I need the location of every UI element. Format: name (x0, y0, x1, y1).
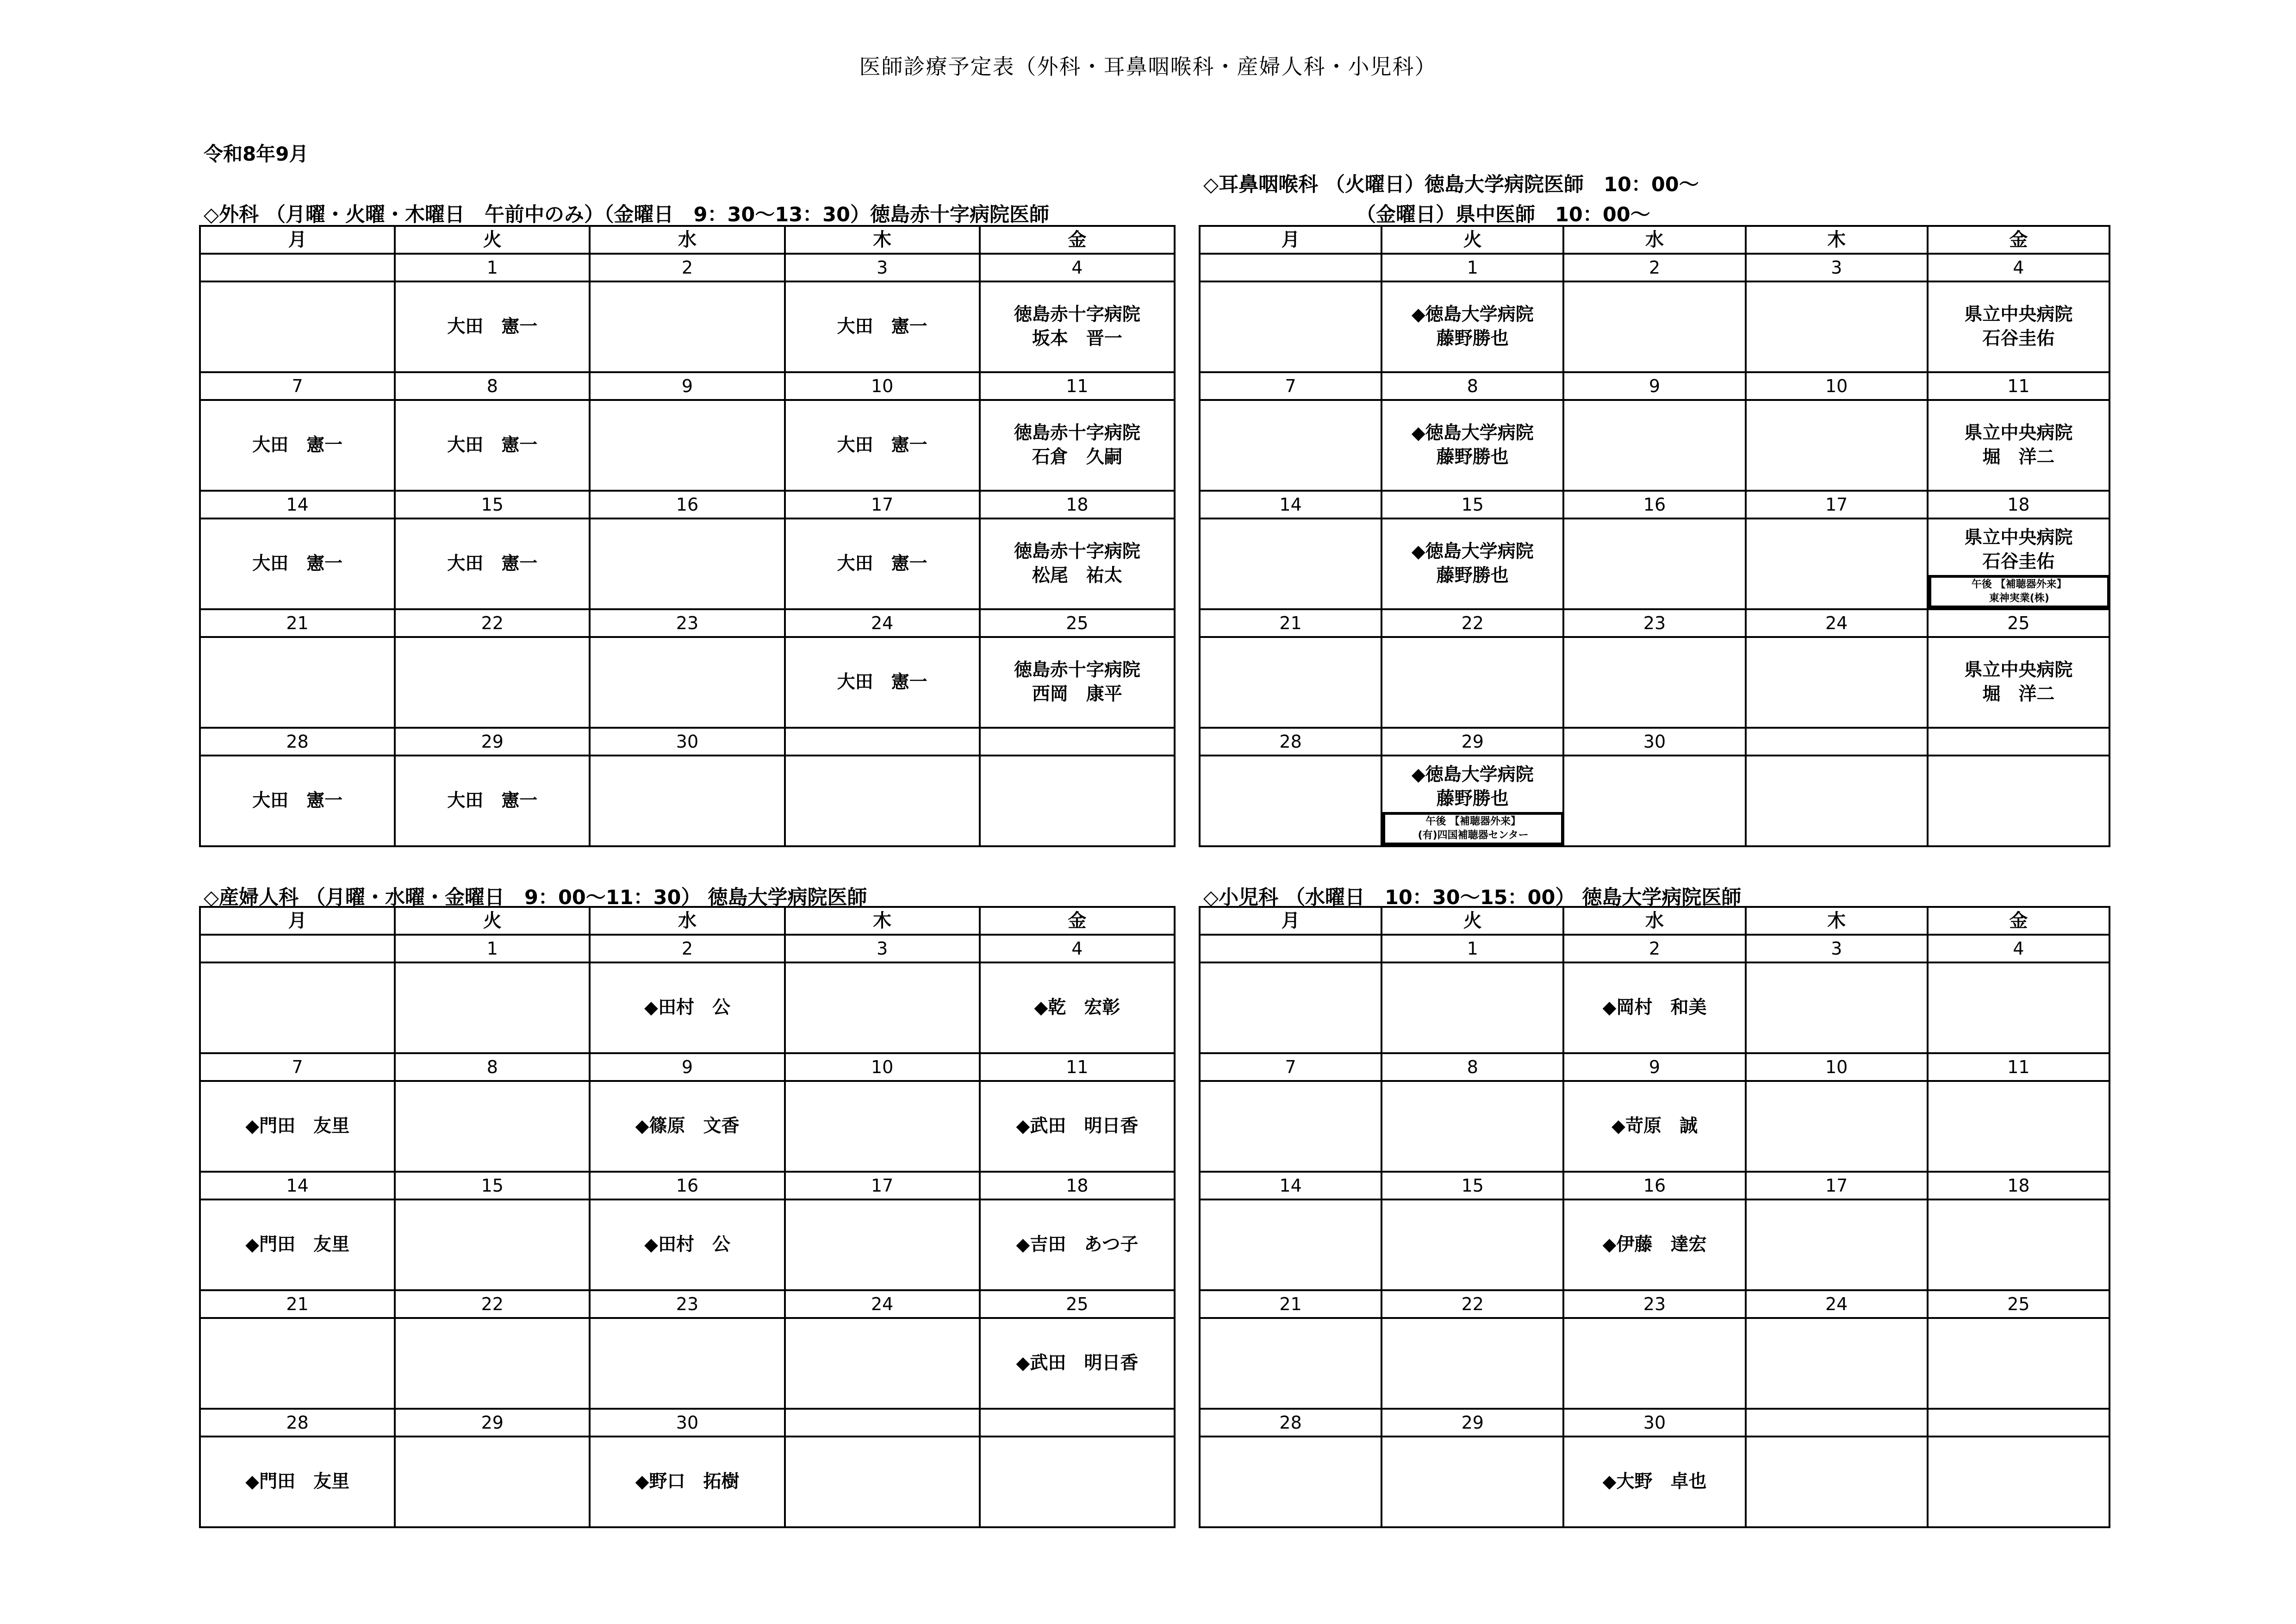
date-cell: 2 (590, 935, 784, 962)
schedule-cell (590, 1081, 784, 1172)
schedule-cell (1746, 637, 1928, 728)
date-cell: 11 (1928, 1053, 2109, 1081)
schedule-cell (785, 962, 980, 1053)
date-cell: 3 (785, 935, 980, 962)
schedule-cell (785, 281, 980, 372)
doctor-entry: ◆徳島大学病院 (1411, 304, 1534, 325)
date-cell: 11 (980, 372, 1175, 400)
date-cell: 11 (980, 1053, 1175, 1081)
doctor-entry: ◆岡村 和美 (1602, 997, 1707, 1018)
date-cell: 11 (1928, 372, 2109, 400)
document-title: 医師診療予定表（外科・耳鼻咽喉科・産婦人科・小児科） (859, 54, 1437, 79)
ent-schedule-table (1199, 225, 2110, 847)
doctor-entry: ◆徳島大学病院 (1411, 423, 1534, 443)
surgery-schedule-table (199, 225, 1176, 847)
schedule-cell (1200, 756, 1381, 846)
date-cell: 24 (1746, 1290, 1928, 1318)
date-cell: 29 (395, 1409, 590, 1437)
doctor-entry: 大田 憲一 (837, 316, 927, 337)
schedule-cell (1928, 400, 2109, 491)
schedule-cell (200, 1081, 395, 1172)
schedule-cell (200, 756, 395, 846)
date-cell: 9 (1563, 1053, 1745, 1081)
weekday-header: 月 (200, 907, 395, 935)
date-cell: 24 (785, 609, 980, 637)
schedule-cell (1200, 1081, 1381, 1172)
weekday-header: 火 (1381, 226, 1563, 254)
schedule-cell (1928, 518, 2109, 609)
schedule-cell (1928, 1199, 2109, 1290)
date-cell: 24 (1746, 609, 1928, 637)
schedule-cell (1381, 1318, 1563, 1409)
date-cell: 7 (200, 1053, 395, 1081)
date-cell: 1 (395, 935, 590, 962)
date-cell: 30 (590, 1409, 784, 1437)
date-cell: 17 (1746, 1172, 1928, 1199)
date-cell: 15 (1381, 1172, 1563, 1199)
schedule-cell (980, 637, 1175, 728)
date-cell: 23 (590, 609, 784, 637)
schedule-cell (1200, 400, 1381, 491)
doctor-entry: ◆武田 明日香 (1016, 1116, 1139, 1137)
schedule-cell (1563, 1081, 1745, 1172)
doctor-entry: ◆門田 友里 (245, 1471, 350, 1492)
schedule-cell (1928, 637, 2109, 728)
date-cell: 14 (200, 491, 395, 518)
obgyn-schedule-table (199, 906, 1176, 1528)
date-cell: 28 (200, 1409, 395, 1437)
schedule-cell (785, 756, 980, 846)
schedule-cell (590, 1318, 784, 1409)
weekday-header: 木 (1746, 907, 1928, 935)
date-cell: 28 (1200, 1409, 1381, 1437)
date-cell: 1 (395, 254, 590, 281)
pediatrics-schedule-table (1199, 906, 2110, 1528)
doctor-entry: ◆徳島大学病院 (1411, 764, 1534, 785)
schedule-cell (395, 962, 590, 1053)
schedule-cell (200, 1199, 395, 1290)
date-cell: 15 (395, 1172, 590, 1199)
date-cell: 10 (785, 372, 980, 400)
weekday-header: 火 (395, 907, 590, 935)
schedule-cell (980, 518, 1175, 609)
date-cell: 22 (395, 609, 590, 637)
date-cell: 2 (1563, 254, 1745, 281)
schedule-cell (590, 518, 784, 609)
weekday-header: 水 (1563, 907, 1745, 935)
schedule-cell (1563, 1199, 1745, 1290)
schedule-cell (1381, 962, 1563, 1053)
doctor-entry: 大田 憲一 (447, 790, 538, 811)
schedule-cell (1200, 962, 1381, 1053)
date-cell: 28 (200, 728, 395, 756)
date-cell: 7 (1200, 1053, 1381, 1081)
doctor-entry: 大田 憲一 (837, 553, 927, 574)
surgery-heading: ◇外科 （月曜・火曜・木曜日 午前中のみ）（金曜日 9：30～13：30）徳島赤十字病院医師 (204, 203, 1049, 226)
schedule-cell (1200, 1318, 1381, 1409)
doctor-entry: 大田 憲一 (252, 790, 343, 811)
date-cell: 22 (395, 1290, 590, 1318)
date-cell: 18 (1928, 491, 2109, 518)
schedule-cell (1928, 1081, 2109, 1172)
doctor-entry: 西岡 康平 (1032, 684, 1122, 705)
schedule-cell (200, 518, 395, 609)
schedule-cell (1563, 518, 1745, 609)
doctor-entry: 藤野勝也 (1436, 788, 1509, 809)
weekday-header: 水 (1563, 226, 1745, 254)
date-cell: 23 (1563, 609, 1745, 637)
date-cell: 2 (1563, 935, 1745, 962)
date-cell: 17 (785, 491, 980, 518)
doctor-entry: 徳島赤十字病院 (1014, 541, 1140, 562)
date-cell: 1 (1381, 935, 1563, 962)
doctor-entry: ◆田村 公 (644, 997, 730, 1018)
schedule-cell (785, 1437, 980, 1527)
date-cell: 3 (785, 254, 980, 281)
schedule-cell (785, 1081, 980, 1172)
date-cell: 16 (1563, 1172, 1745, 1199)
doctor-entry: 石谷圭佑 (1982, 328, 2055, 349)
date-cell: 29 (395, 728, 590, 756)
date-cell: 21 (1200, 609, 1381, 637)
doctor-entry: 徳島赤十字病院 (1014, 304, 1140, 325)
weekday-header: 月 (200, 226, 395, 254)
schedule-cell (1563, 962, 1745, 1053)
date-cell: 23 (1563, 1290, 1745, 1318)
doctor-entry: 藤野勝也 (1436, 565, 1509, 586)
doctor-entry: ◆門田 友里 (245, 1116, 350, 1137)
schedule-cell (1200, 637, 1381, 728)
doctor-entry: 県立中央病院 (1964, 423, 2073, 443)
date-cell: 24 (785, 1290, 980, 1318)
schedule-cell (1746, 400, 1928, 491)
schedule-cell (980, 1199, 1175, 1290)
date-cell (200, 935, 395, 962)
date-cell: 10 (785, 1053, 980, 1081)
schedule-cell (590, 962, 784, 1053)
date-cell: 10 (1746, 372, 1928, 400)
schedule-cell (1381, 400, 1563, 491)
doctor-entry: 大田 憲一 (447, 435, 538, 456)
schedule-cell (395, 637, 590, 728)
date-cell: 9 (590, 1053, 784, 1081)
weekday-header: 火 (1381, 907, 1563, 935)
doctor-entry: 徳島赤十字病院 (1014, 660, 1140, 681)
schedule-cell (1381, 518, 1563, 609)
date-cell: 3 (1746, 254, 1928, 281)
doctor-entry: 徳島赤十字病院 (1014, 423, 1140, 443)
schedule-cell (590, 281, 784, 372)
date-cell: 30 (1563, 1409, 1745, 1437)
doctor-entry: 藤野勝也 (1436, 447, 1509, 468)
doctor-entry: 松尾 祐太 (1032, 565, 1122, 586)
weekday-header: 木 (785, 226, 980, 254)
doctor-entry: 大田 憲一 (447, 553, 538, 574)
date-cell: 1 (1381, 254, 1563, 281)
doctor-entry: 藤野勝也 (1436, 328, 1509, 349)
schedule-cell (980, 1081, 1175, 1172)
schedule-cell (1381, 756, 1563, 846)
date-cell: 7 (1200, 372, 1381, 400)
doctor-entry: 坂本 晋一 (1032, 328, 1122, 349)
schedule-cell (1746, 518, 1928, 609)
date-cell (200, 254, 395, 281)
date-cell: 9 (590, 372, 784, 400)
doctor-entry: ◆乾 宏彰 (1034, 997, 1120, 1018)
date-cell: 29 (1381, 1409, 1563, 1437)
schedule-cell (1746, 756, 1928, 846)
schedule-cell (395, 756, 590, 846)
date-cell: 3 (1746, 935, 1928, 962)
doctor-entry: ◆門田 友里 (245, 1234, 350, 1255)
hearing-aid-clinic-note (1929, 575, 2109, 608)
doctor-entry: 大田 憲一 (252, 553, 343, 574)
doctor-entry: 大田 憲一 (837, 672, 927, 693)
schedule-cell (1563, 1318, 1745, 1409)
doctor-entry: 大田 憲一 (252, 435, 343, 456)
date-cell: 22 (1381, 609, 1563, 637)
schedule-cell (1381, 281, 1563, 372)
date-cell: 4 (980, 935, 1175, 962)
weekday-header: 金 (1928, 226, 2109, 254)
date-cell: 14 (1200, 491, 1381, 518)
hearing-aid-clinic-note (1382, 812, 1563, 845)
date-cell (1928, 728, 2109, 756)
schedule-cell (590, 400, 784, 491)
schedule-cell (1746, 962, 1928, 1053)
date-cell (980, 728, 1175, 756)
schedule-cell (980, 1437, 1175, 1527)
date-cell: 18 (980, 491, 1175, 518)
date-cell: 21 (1200, 1290, 1381, 1318)
date-cell: 18 (1928, 1172, 2109, 1199)
schedule-cell (1563, 1437, 1745, 1527)
note-line: 午後 【補聴器外来】 (1425, 816, 1521, 827)
doctor-entry: 大田 憲一 (837, 435, 927, 456)
date-cell: 25 (980, 609, 1175, 637)
date-cell (1200, 254, 1381, 281)
doctor-entry: ◆田村 公 (644, 1234, 730, 1255)
schedule-cell (200, 1318, 395, 1409)
schedule-cell (785, 518, 980, 609)
schedule-cell (1381, 637, 1563, 728)
schedule-cell (395, 1318, 590, 1409)
date-cell: 25 (1928, 1290, 2109, 1318)
schedule-cell (1563, 756, 1745, 846)
weekday-header: 月 (1200, 907, 1381, 935)
weekday-header: 金 (980, 226, 1175, 254)
date-cell: 15 (395, 491, 590, 518)
date-cell: 21 (200, 1290, 395, 1318)
weekday-header: 金 (1928, 907, 2109, 935)
note-line: 午後 【補聴器外来】 (1971, 579, 2067, 590)
date-cell: 15 (1381, 491, 1563, 518)
obgyn-heading: ◇産婦人科 （月曜・水曜・金曜日 9：00～11：30） 徳島大学病院医師 (204, 886, 867, 909)
schedule-cell (785, 1199, 980, 1290)
weekday-header: 火 (395, 226, 590, 254)
schedule-cell (395, 1199, 590, 1290)
weekday-header: 金 (980, 907, 1175, 935)
date-cell: 16 (590, 491, 784, 518)
ent-heading-line1: ◇耳鼻咽喉科 （火曜日）徳島大学病院医師 10：00～ (1203, 173, 1699, 196)
date-cell: 8 (1381, 1053, 1563, 1081)
date-cell (980, 1409, 1175, 1437)
schedule-cell (980, 281, 1175, 372)
date-cell: 4 (1928, 935, 2109, 962)
schedule-cell (1381, 1081, 1563, 1172)
ent-heading-line2: （金曜日）県中医師 10：00～ (1356, 203, 1650, 226)
schedule-cell (1381, 1437, 1563, 1527)
date-cell: 17 (785, 1172, 980, 1199)
schedule-cell (1200, 1437, 1381, 1527)
date-cell: 2 (590, 254, 784, 281)
date-cell: 14 (200, 1172, 395, 1199)
schedule-cell (1928, 1437, 2109, 1527)
date-cell: 16 (590, 1172, 784, 1199)
month-label: 令和8年9月 (204, 143, 309, 165)
note-line: (有)四国補聴器センター (1418, 830, 1529, 841)
schedule-cell (1200, 1199, 1381, 1290)
schedule-cell (1746, 1199, 1928, 1290)
schedule-cell (1928, 281, 2109, 372)
schedule-cell (980, 400, 1175, 491)
schedule-cell (1928, 1318, 2109, 1409)
date-cell: 21 (200, 609, 395, 637)
schedule-cell (395, 518, 590, 609)
schedule-cell (980, 962, 1175, 1053)
schedule-cell (200, 1437, 395, 1527)
date-cell: 10 (1746, 1053, 1928, 1081)
date-cell (1928, 1409, 2109, 1437)
date-cell: 4 (980, 254, 1175, 281)
doctor-entry: 堀 洋二 (1982, 447, 2055, 468)
schedule-cell (590, 1199, 784, 1290)
date-cell: 25 (980, 1290, 1175, 1318)
schedule-cell (590, 1437, 784, 1527)
date-cell: 8 (1381, 372, 1563, 400)
doctor-entry: 堀 洋二 (1982, 684, 2055, 705)
schedule-cell (785, 400, 980, 491)
date-cell (785, 1409, 980, 1437)
weekday-header: 水 (590, 226, 784, 254)
schedule-cell (1746, 281, 1928, 372)
date-cell: 17 (1746, 491, 1928, 518)
schedule-cell (980, 1318, 1175, 1409)
schedule-cell (590, 756, 784, 846)
weekday-header: 水 (590, 907, 784, 935)
schedule-cell (980, 756, 1175, 846)
date-cell: 25 (1928, 609, 2109, 637)
date-cell: 30 (590, 728, 784, 756)
schedule-cell (785, 637, 980, 728)
date-cell: 4 (1928, 254, 2109, 281)
date-cell: 30 (1563, 728, 1745, 756)
pediatrics-heading: ◇小児科 （水曜日 10：30～15：00） 徳島大学病院医師 (1203, 886, 1742, 909)
schedule-cell (1200, 518, 1381, 609)
date-cell: 28 (1200, 728, 1381, 756)
doctor-entry: 大田 憲一 (447, 316, 538, 337)
schedule-cell (1381, 1199, 1563, 1290)
date-cell: 9 (1563, 372, 1745, 400)
doctor-entry: ◆篠原 文香 (635, 1116, 740, 1137)
date-cell: 22 (1381, 1290, 1563, 1318)
doctor-entry: 県立中央病院 (1964, 660, 2073, 681)
schedule-cell (200, 637, 395, 728)
date-cell: 29 (1381, 728, 1563, 756)
schedule-cell (1928, 962, 2109, 1053)
schedule-cell (1746, 1437, 1928, 1527)
doctor-entry: ◆伊藤 達宏 (1602, 1234, 1707, 1255)
date-cell: 8 (395, 1053, 590, 1081)
schedule-cell (200, 400, 395, 491)
doctor-entry: ◆徳島大学病院 (1411, 541, 1534, 562)
schedule-cell (590, 637, 784, 728)
schedule-cell (200, 281, 395, 372)
date-cell (785, 728, 980, 756)
schedule-cell (785, 1318, 980, 1409)
schedule-cell (1563, 281, 1745, 372)
schedule-cell (1928, 756, 2109, 846)
note-line: 東神実業(株) (1989, 593, 2049, 604)
doctor-entry: ◆野口 拓樹 (635, 1471, 740, 1492)
schedule-cell (1200, 281, 1381, 372)
date-cell (1746, 728, 1928, 756)
doctor-entry: 県立中央病院 (1964, 304, 2073, 325)
date-cell (1200, 935, 1381, 962)
schedule-cell (1746, 1318, 1928, 1409)
date-cell: 14 (1200, 1172, 1381, 1199)
weekday-header: 月 (1200, 226, 1381, 254)
schedule-cell (1563, 400, 1745, 491)
schedule-cell (395, 1081, 590, 1172)
date-cell: 7 (200, 372, 395, 400)
date-cell (1746, 1409, 1928, 1437)
doctor-entry: ◆吉田 あつ子 (1016, 1234, 1139, 1255)
weekday-header: 木 (1746, 226, 1928, 254)
doctor-entry: 石倉 久嗣 (1032, 447, 1122, 468)
date-cell: 23 (590, 1290, 784, 1318)
date-cell: 8 (395, 372, 590, 400)
schedule-cell (1563, 637, 1745, 728)
doctor-entry: 県立中央病院 (1964, 527, 2073, 548)
schedule-cell (395, 281, 590, 372)
schedule-cell (1746, 1081, 1928, 1172)
schedule-cell (200, 962, 395, 1053)
doctor-entry: ◆武田 明日香 (1016, 1353, 1139, 1374)
doctor-entry: 石谷圭佑 (1982, 551, 2055, 572)
schedule-cell (395, 400, 590, 491)
doctor-entry: ◆大野 卓也 (1602, 1471, 1707, 1492)
date-cell: 18 (980, 1172, 1175, 1199)
doctor-entry: ◆苛原 誠 (1611, 1116, 1698, 1137)
weekday-header: 木 (785, 907, 980, 935)
date-cell: 16 (1563, 491, 1745, 518)
schedule-cell (395, 1437, 590, 1527)
